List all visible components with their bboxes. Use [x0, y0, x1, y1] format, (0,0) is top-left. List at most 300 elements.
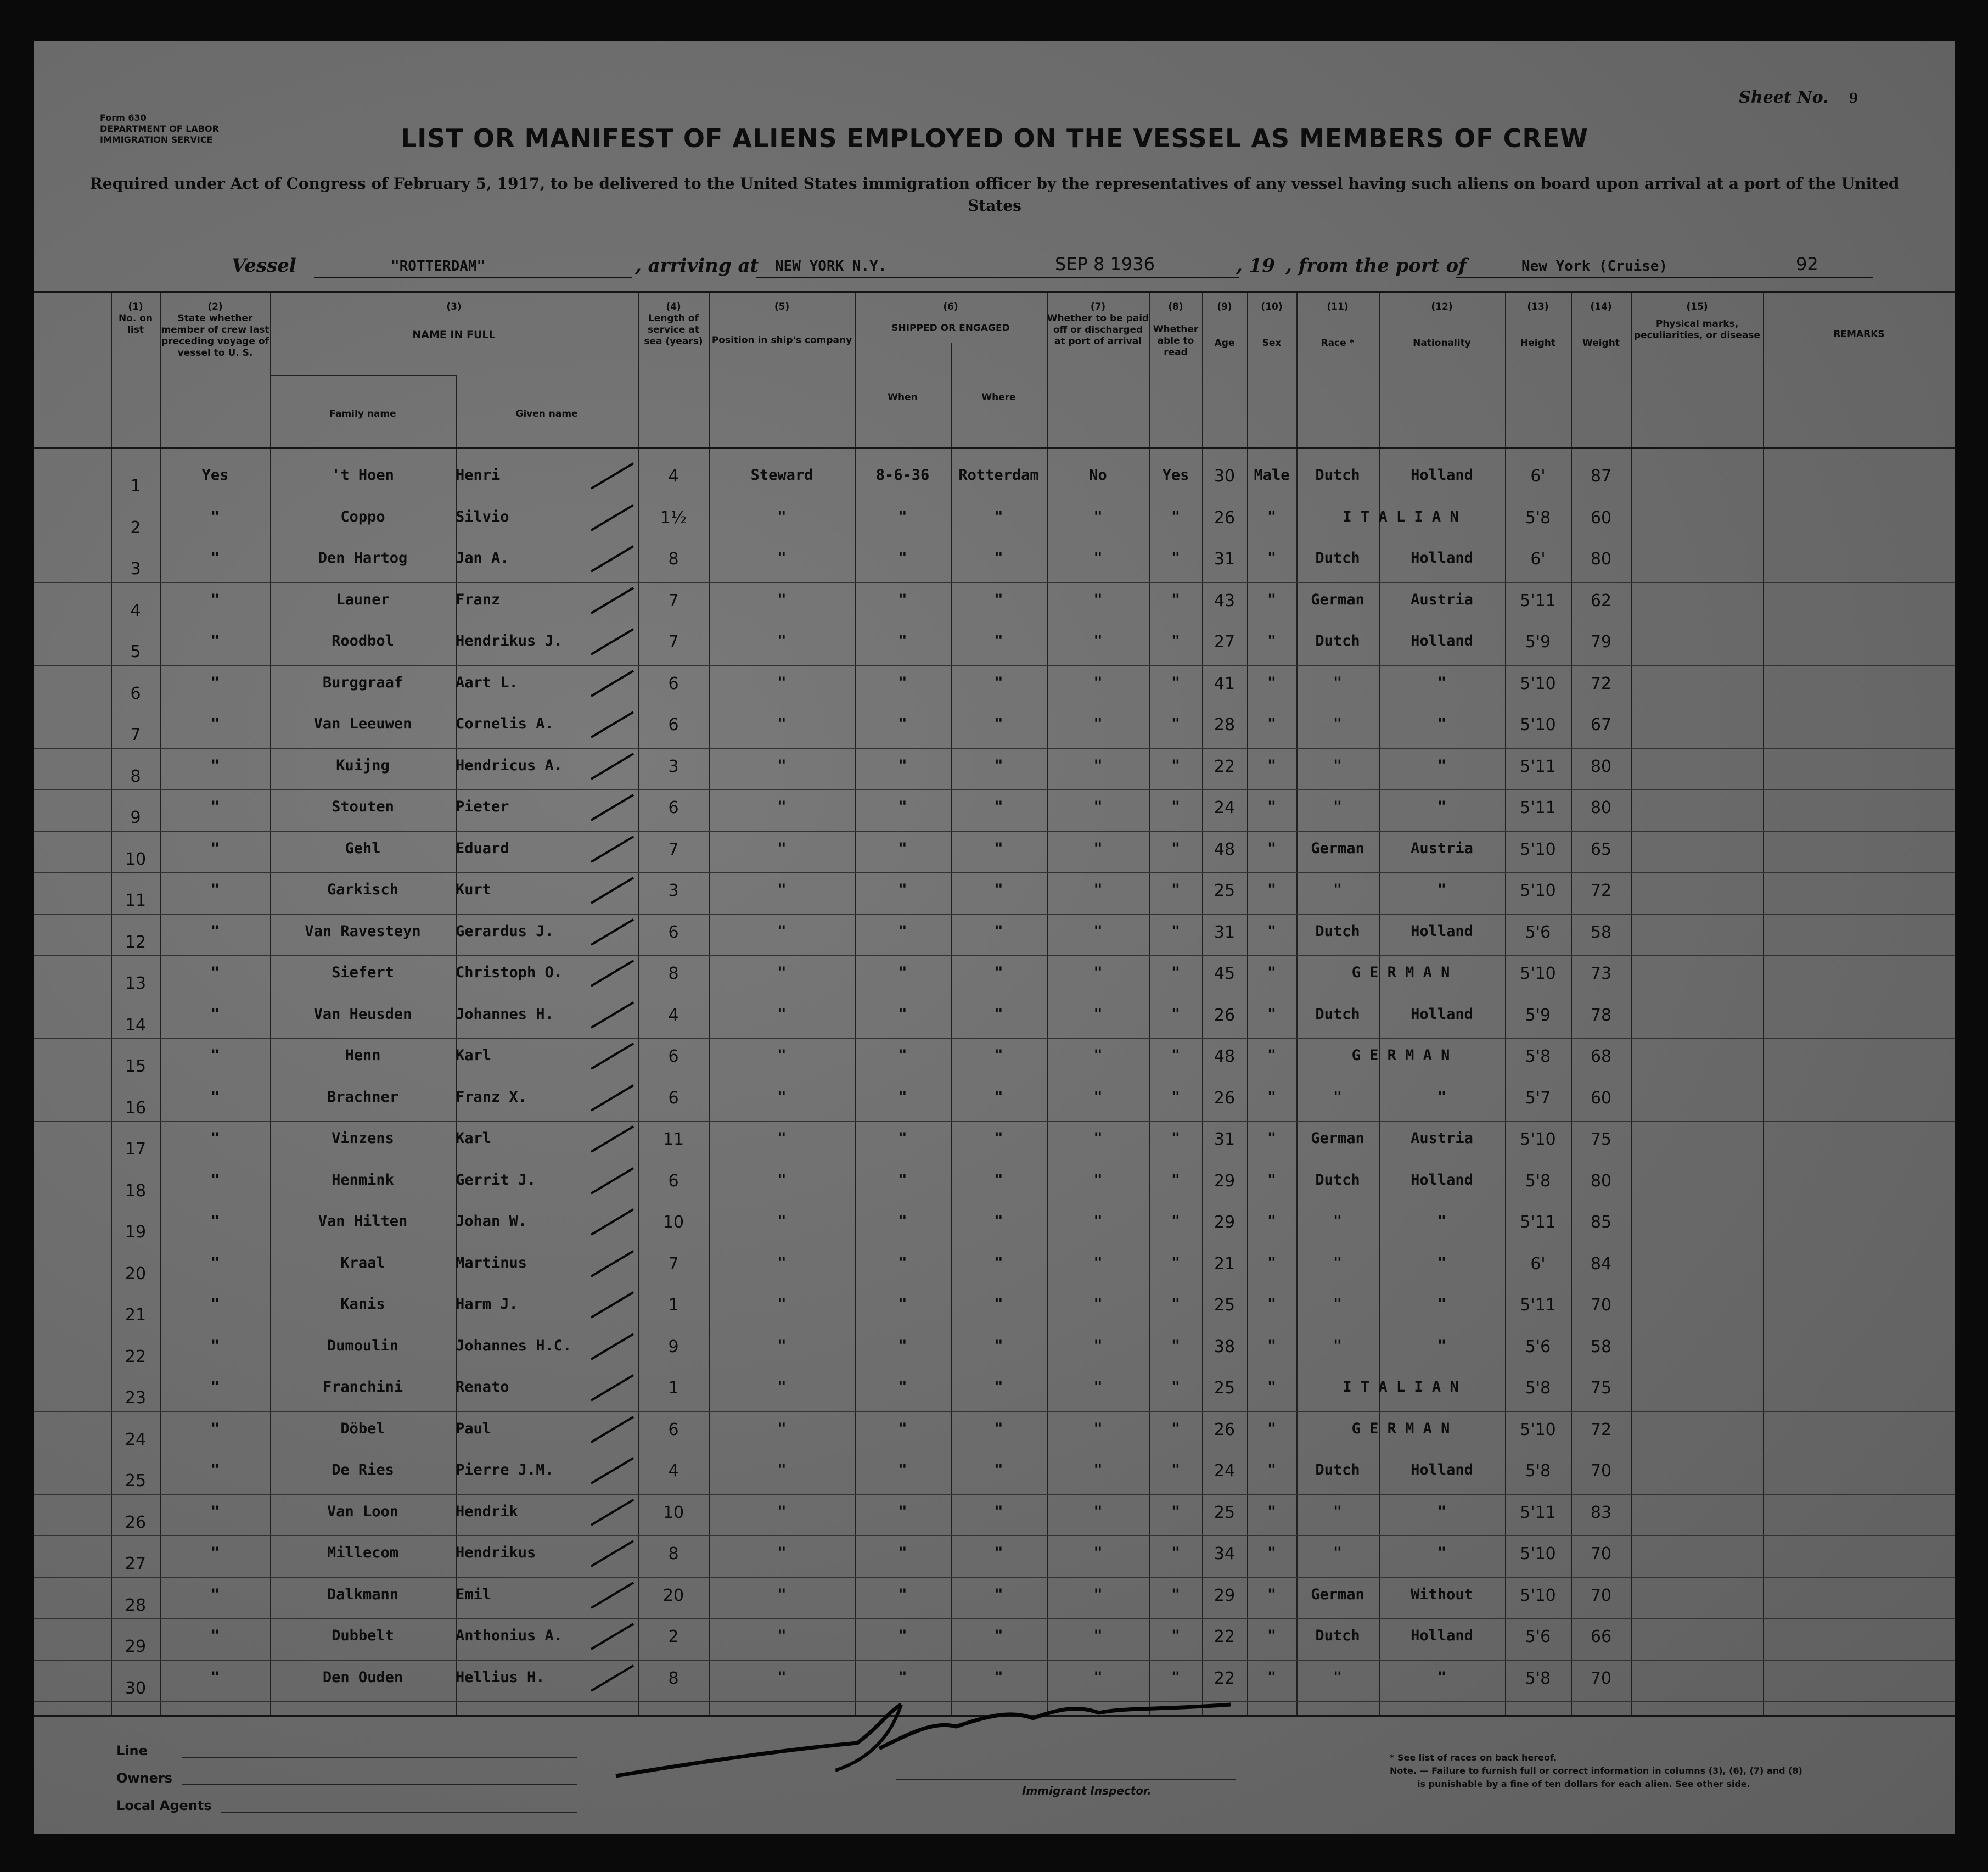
arriving-label: , arriving at	[635, 255, 759, 277]
cell-service: 4	[668, 1005, 679, 1025]
cell-height: 5'11	[1520, 591, 1556, 610]
row-number: 28	[125, 1595, 147, 1615]
cell-paid: "	[1093, 964, 1103, 981]
cell-crew: "	[210, 964, 220, 981]
cell-where: "	[994, 1005, 1003, 1023]
form-number: Form 630	[100, 113, 147, 123]
cell-read: "	[1171, 1544, 1181, 1561]
cell-when: "	[898, 881, 907, 898]
cell-height: 5'8	[1525, 1461, 1551, 1481]
cell-service: 7	[668, 1254, 679, 1274]
cell-paid: No	[1089, 467, 1107, 484]
cell-given: Franz	[456, 591, 501, 608]
cell-nationality: Austria	[1411, 1130, 1473, 1147]
cell-family: Van Ravesteyn	[305, 922, 421, 940]
cell-position: "	[777, 674, 787, 691]
local-agents-label: Local Agents	[116, 1798, 212, 1813]
cell-position: "	[777, 839, 787, 857]
cell-nationality: "	[1437, 1296, 1447, 1313]
cell-weight: 60	[1590, 508, 1612, 528]
cell-paid: "	[1093, 1420, 1103, 1437]
cell-race: "	[1333, 1544, 1343, 1561]
row-number: 3	[130, 559, 141, 579]
cell-where: "	[994, 798, 1003, 815]
cell-crew: "	[210, 508, 220, 525]
cell-race: I T A L I A N	[1343, 508, 1459, 525]
cell-where: "	[994, 1627, 1003, 1644]
arrival-port: NEW YORK N.Y.	[775, 258, 887, 274]
cell-given: Gerardus J.	[456, 922, 554, 940]
table-row	[34, 997, 1955, 1039]
cell-weight: 58	[1590, 922, 1612, 942]
cell-position: "	[777, 1585, 787, 1603]
cell-given: Martinus	[456, 1254, 527, 1271]
cell-weight: 84	[1590, 1254, 1612, 1274]
cell-sex: "	[1267, 1420, 1277, 1437]
table-row	[34, 1535, 1955, 1577]
cell-height: 5'6	[1525, 1337, 1551, 1357]
cell-height: 5'11	[1520, 1503, 1556, 1522]
check-mark	[588, 1082, 638, 1115]
cell-where: Rotterdam	[958, 467, 1039, 484]
table-row	[34, 872, 1955, 914]
cell-when: "	[898, 756, 907, 774]
cell-race: "	[1333, 1088, 1343, 1106]
cell-given: Renato	[456, 1378, 509, 1395]
cell-race: German	[1311, 839, 1364, 857]
cell-position: "	[777, 1503, 787, 1520]
row-number: 18	[125, 1181, 147, 1201]
row-number: 24	[125, 1430, 147, 1449]
row-number: 20	[125, 1264, 147, 1284]
table-row	[34, 1080, 1955, 1122]
cell-service: 7	[668, 839, 679, 859]
cell-weight: 78	[1590, 1005, 1612, 1025]
cell-read: "	[1171, 839, 1181, 857]
check-mark	[588, 1579, 638, 1612]
check-mark	[588, 1289, 638, 1322]
cell-sex: "	[1267, 1544, 1277, 1561]
cell-where: "	[994, 756, 1003, 774]
cell-given: Cornelis A.	[456, 715, 554, 732]
cell-service: 2	[668, 1627, 679, 1646]
fill-line	[756, 277, 1239, 278]
cell-weight: 70	[1590, 1296, 1612, 1315]
cell-paid: "	[1093, 1461, 1103, 1478]
cell-read: "	[1171, 1213, 1181, 1230]
header-col-9: (9) Age	[1214, 301, 1235, 349]
cell-age: 22	[1214, 1668, 1236, 1688]
cell-read: "	[1171, 1337, 1181, 1354]
cell-weight: 75	[1590, 1130, 1612, 1149]
document-title: LIST OR MANIFEST OF ALIENS EMPLOYED ON THE VESSEL AS MEMBERS OF CREW	[400, 124, 1588, 153]
table-row	[34, 748, 1955, 790]
cell-when: "	[898, 1047, 907, 1064]
cell-family: Garkisch	[327, 881, 399, 898]
crew-table	[34, 291, 1955, 1717]
cell-height: 6'	[1530, 1254, 1546, 1274]
check-mark	[588, 1331, 638, 1364]
cell-race: German	[1311, 1585, 1364, 1603]
cell-read: "	[1171, 1503, 1181, 1520]
table-row	[34, 1411, 1955, 1453]
cell-crew: "	[210, 1668, 220, 1686]
cell-height: 5'9	[1525, 1005, 1551, 1025]
check-mark	[588, 1662, 638, 1695]
sheet-number	[1739, 88, 1873, 107]
cell-sex: "	[1267, 1668, 1277, 1686]
check-mark	[588, 833, 638, 866]
cell-read: "	[1171, 922, 1181, 940]
cell-age: 31	[1214, 1130, 1236, 1149]
row-number: 22	[125, 1347, 147, 1366]
cell-where: "	[994, 964, 1003, 981]
cell-paid: "	[1093, 922, 1103, 940]
cell-weight: 70	[1590, 1461, 1612, 1481]
cell-sex: "	[1267, 1503, 1277, 1520]
cell-sex: "	[1267, 591, 1277, 608]
cell-position: "	[777, 1047, 787, 1064]
cell-age: 21	[1214, 1254, 1236, 1274]
cell-paid: "	[1093, 839, 1103, 857]
cell-race: German	[1311, 1130, 1364, 1147]
cell-nationality: "	[1437, 1668, 1447, 1686]
cell-age: 25	[1214, 881, 1236, 900]
cell-nationality: Holland	[1411, 467, 1473, 484]
table-row	[34, 1494, 1955, 1536]
cell-height: 5'6	[1525, 1627, 1551, 1646]
header-col-10: (10) Sex	[1261, 301, 1283, 349]
row-number: 30	[125, 1678, 147, 1698]
cell-given: Henri	[456, 467, 501, 484]
row-number: 6	[130, 683, 141, 703]
cell-position: "	[777, 1627, 787, 1644]
cell-read: "	[1171, 674, 1181, 691]
cell-given: Silvio	[456, 508, 509, 525]
cell-service: 3	[668, 756, 679, 776]
cell-crew: "	[210, 1503, 220, 1520]
cell-given: Hendrikus	[456, 1544, 536, 1561]
cell-read: "	[1171, 1378, 1181, 1395]
cell-when: "	[898, 922, 907, 940]
cell-race: "	[1333, 1668, 1343, 1686]
cell-family: De Ries	[332, 1461, 394, 1478]
cell-read: "	[1171, 1047, 1181, 1064]
cell-family: Van Loon	[327, 1503, 399, 1520]
cell-when: "	[898, 1337, 907, 1354]
cell-service: 4	[668, 467, 679, 486]
cell-sex: "	[1267, 1627, 1277, 1644]
cell-crew: "	[210, 798, 220, 815]
check-mark	[588, 1123, 638, 1156]
cell-paid: "	[1093, 881, 1103, 898]
cell-paid: "	[1093, 1544, 1103, 1561]
cell-crew: "	[210, 715, 220, 732]
table-row	[34, 831, 1955, 873]
cell-nationality: "	[1437, 1254, 1447, 1271]
cell-where: "	[994, 922, 1003, 940]
cell-position: "	[777, 1296, 787, 1313]
cell-given: Pieter	[456, 798, 509, 815]
cell-sex: "	[1267, 839, 1277, 857]
row-number: 26	[125, 1512, 147, 1532]
cell-weight: 73	[1590, 964, 1612, 983]
row-number: 27	[125, 1554, 147, 1573]
cell-age: 25	[1214, 1378, 1236, 1398]
table-row	[34, 582, 1955, 624]
cell-service: 6	[668, 1088, 679, 1108]
cell-age: 29	[1214, 1213, 1236, 1232]
year-label: , 19	[1236, 255, 1275, 277]
vessel-label: Vessel	[232, 255, 296, 277]
cell-family: Henn	[345, 1047, 381, 1064]
header-family-name: Family name	[329, 408, 396, 419]
cell-where: "	[994, 839, 1003, 857]
cell-age: 34	[1214, 1544, 1236, 1563]
cell-paid: "	[1093, 1503, 1103, 1520]
cell-weight: 66	[1590, 1627, 1612, 1646]
cell-sex: "	[1267, 798, 1277, 815]
cell-when: "	[898, 1420, 907, 1437]
cell-family: Launer	[336, 591, 390, 608]
cell-where: "	[994, 1668, 1003, 1686]
check-mark	[588, 709, 638, 742]
check-mark	[588, 1621, 638, 1654]
check-mark	[588, 750, 638, 783]
cell-where: "	[994, 881, 1003, 898]
cell-where: "	[994, 1420, 1003, 1437]
cell-where: "	[994, 674, 1003, 691]
row-number: 5	[130, 642, 141, 662]
cell-age: 31	[1214, 550, 1236, 569]
cell-height: 5'10	[1520, 1544, 1556, 1563]
check-mark	[588, 957, 638, 990]
cell-paid: "	[1093, 715, 1103, 732]
vessel-info	[100, 247, 1911, 280]
cell-when: "	[898, 550, 907, 567]
cell-position: "	[777, 1668, 787, 1686]
cell-family: Roodbol	[332, 632, 394, 649]
cell-where: "	[994, 1503, 1003, 1520]
cell-given: Johannes H.	[456, 1005, 554, 1023]
cell-where: "	[994, 1130, 1003, 1147]
cell-nationality: Holland	[1411, 550, 1473, 567]
cell-weight: 65	[1590, 839, 1612, 859]
row-number: 13	[125, 974, 147, 993]
cell-height: 6'	[1530, 550, 1546, 569]
fill-line	[1456, 277, 1873, 278]
cell-read: "	[1171, 715, 1181, 732]
cell-position: "	[777, 591, 787, 608]
cell-race: Dutch	[1315, 1627, 1360, 1644]
cell-paid: "	[1093, 632, 1103, 649]
cell-age: 22	[1214, 1627, 1236, 1646]
cell-given: Hendrik	[456, 1503, 518, 1520]
cell-height: 5'11	[1520, 1213, 1556, 1232]
cell-given: Eduard	[456, 839, 509, 857]
cell-nationality: "	[1437, 798, 1447, 815]
cell-given: Jan A.	[456, 550, 509, 567]
table-row	[34, 1287, 1955, 1329]
cell-read: "	[1171, 756, 1181, 774]
row-number: 9	[130, 808, 141, 827]
cell-weight: 70	[1590, 1668, 1612, 1688]
cell-nationality: "	[1437, 674, 1447, 691]
cell-service: 6	[668, 798, 679, 817]
cell-height: 5'10	[1520, 674, 1556, 693]
cell-paid: "	[1093, 1668, 1103, 1686]
cell-age: 25	[1214, 1296, 1236, 1315]
footnote	[1390, 1751, 1802, 1791]
table-row	[34, 624, 1955, 665]
cell-crew: "	[210, 1420, 220, 1437]
cell-where: "	[994, 1254, 1003, 1271]
cell-read: "	[1171, 632, 1181, 649]
cell-crew: "	[210, 1213, 220, 1230]
cell-paid: "	[1093, 591, 1103, 608]
cell-paid: "	[1093, 798, 1103, 815]
check-mark	[588, 1497, 638, 1529]
table-row	[34, 1618, 1955, 1660]
cell-position: "	[777, 756, 787, 774]
cell-nationality: Holland	[1411, 632, 1473, 649]
cell-sex: "	[1267, 1337, 1277, 1354]
cell-paid: "	[1093, 1378, 1103, 1395]
cell-where: "	[994, 1171, 1003, 1189]
header-given-name: Given name	[515, 408, 578, 419]
cell-crew: "	[210, 1130, 220, 1147]
row-number: 21	[125, 1305, 147, 1325]
cell-position: "	[777, 1420, 787, 1437]
cell-family: Den Ouden	[322, 1668, 403, 1686]
cell-when: "	[898, 1254, 907, 1271]
vessel-name: "ROTTERDAM"	[391, 258, 486, 274]
cell-crew: "	[210, 1627, 220, 1644]
cell-paid: "	[1093, 1337, 1103, 1354]
header-col-4: (4) Length of service at sea (years)	[644, 301, 703, 347]
cell-race: "	[1333, 674, 1343, 691]
cell-crew: "	[210, 1296, 220, 1313]
cell-race: Dutch	[1315, 1005, 1360, 1023]
cell-family: 't Hoen	[332, 467, 394, 484]
cell-position: "	[777, 1213, 787, 1230]
check-mark	[588, 668, 638, 700]
cell-position: "	[777, 1254, 787, 1271]
cell-weight: 85	[1590, 1213, 1612, 1232]
cell-race: Dutch	[1315, 550, 1360, 567]
cell-read: "	[1171, 591, 1181, 608]
cell-race: "	[1333, 1503, 1343, 1520]
cell-race: German	[1311, 591, 1364, 608]
cell-when: "	[898, 508, 907, 525]
cell-paid: "	[1093, 674, 1103, 691]
cell-where: "	[994, 1047, 1003, 1064]
row-number: 25	[125, 1471, 147, 1490]
cell-position: "	[777, 1171, 787, 1189]
cell-crew: "	[210, 550, 220, 567]
row-number: 14	[125, 1015, 147, 1035]
row-number: 16	[125, 1098, 147, 1118]
cell-service: 1½	[660, 508, 687, 528]
cell-family: Van Hilten	[318, 1213, 408, 1230]
cell-weight: 70	[1590, 1544, 1612, 1563]
header-col-14: (14) Weight	[1582, 301, 1620, 349]
cell-race: "	[1333, 715, 1343, 732]
footnote-penalty-cont: is punishable by a fine of ten dollars for each alien. See other side.	[1417, 1779, 1750, 1789]
check-mark	[588, 1414, 638, 1447]
cell-weight: 87	[1590, 467, 1612, 486]
sheet-label: Sheet No.	[1739, 88, 1829, 107]
table-row	[34, 789, 1955, 831]
cell-position: "	[777, 798, 787, 815]
header-col-7: (7) Whether to be paid off or discharged at port of arrival	[1047, 301, 1149, 347]
cell-sex: "	[1267, 1130, 1277, 1147]
cell-crew: "	[210, 1337, 220, 1354]
cell-when: "	[898, 591, 907, 608]
cell-service: 10	[662, 1213, 684, 1232]
cell-when: "	[898, 1585, 907, 1603]
cell-given: Johan W.	[456, 1213, 527, 1230]
header-col-8: (8) Whether able to read	[1153, 301, 1199, 358]
cell-given: Hendrikus J.	[456, 632, 563, 649]
cell-given: Christoph O.	[456, 964, 563, 981]
cell-height: 5'8	[1525, 508, 1551, 528]
cell-crew: "	[210, 1047, 220, 1064]
cell-nationality: Holland	[1411, 1461, 1473, 1478]
row-number: 29	[125, 1637, 147, 1656]
cell-race: "	[1333, 1337, 1343, 1354]
cell-weight: 75	[1590, 1378, 1612, 1398]
cell-when: "	[898, 1130, 907, 1147]
cell-weight: 72	[1590, 1420, 1612, 1439]
cell-family: Brachner	[327, 1088, 399, 1106]
cell-weight: 80	[1590, 1171, 1612, 1191]
cell-when: "	[898, 839, 907, 857]
table-row	[34, 665, 1955, 707]
footnote-races: * See list of races on back hereof.	[1390, 1752, 1557, 1763]
check-mark	[588, 916, 638, 949]
cell-read: "	[1171, 1005, 1181, 1023]
cell-sex: "	[1267, 715, 1277, 732]
cell-crew: "	[210, 632, 220, 649]
cell-height: 5'10	[1520, 715, 1556, 735]
cell-age: 24	[1214, 1461, 1236, 1481]
header-col-1: (1) No. on list	[118, 301, 153, 335]
cell-service: 10	[662, 1503, 684, 1522]
cell-family: Siefert	[332, 964, 394, 981]
row-number: 19	[125, 1223, 147, 1242]
cell-where: "	[994, 632, 1003, 649]
cell-service: 6	[668, 674, 679, 693]
cell-when: "	[898, 964, 907, 981]
cell-height: 5'10	[1520, 1420, 1556, 1439]
cell-age: 28	[1214, 715, 1236, 735]
cell-sex: "	[1267, 1296, 1277, 1313]
cell-when: "	[898, 798, 907, 815]
cell-height: 5'9	[1525, 632, 1551, 652]
row-number: 10	[125, 849, 147, 869]
cell-race: "	[1333, 756, 1343, 774]
cell-height: 5'8	[1525, 1378, 1551, 1398]
cell-sex: "	[1267, 1254, 1277, 1271]
cell-given: Karl	[456, 1047, 492, 1064]
table-row	[34, 1453, 1955, 1494]
cell-sex: "	[1267, 756, 1277, 774]
check-mark	[588, 1248, 638, 1281]
cell-race: G E R M A N	[1351, 1047, 1450, 1064]
cell-nationality: "	[1437, 1503, 1447, 1520]
cell-nationality: "	[1437, 1337, 1447, 1354]
